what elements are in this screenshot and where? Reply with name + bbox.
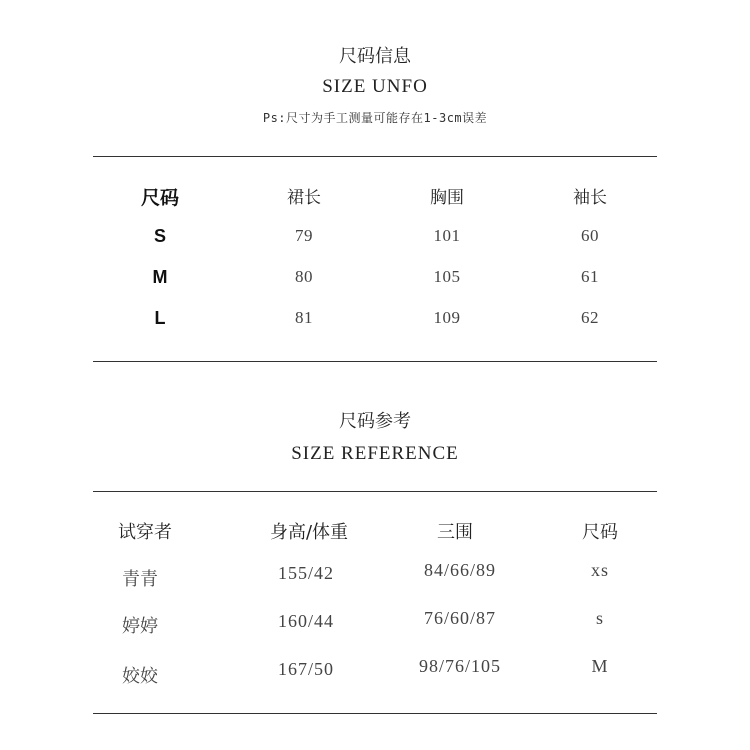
size-reference-title-en: SIZE REFERENCE	[291, 443, 459, 464]
reference-row-height-weight: 155/42	[277, 563, 335, 583]
size-row-bust: 105	[433, 267, 461, 286]
size-row-sleeve: 61	[581, 267, 599, 286]
size-info-header-size: 尺码	[140, 187, 180, 209]
size-reference-top-divider	[93, 491, 657, 492]
reference-row-measurements: 84/66/89	[423, 560, 497, 580]
reference-row-name: 姣姣	[122, 666, 158, 687]
reference-row-height-weight: 160/44	[277, 611, 335, 631]
size-row-bust: 101	[433, 226, 461, 245]
reference-row-measurements: 98/76/105	[418, 656, 502, 676]
size-info-top-divider	[93, 156, 657, 157]
reference-header-measurements: 三围	[437, 522, 473, 543]
reference-row-size: xs	[590, 560, 610, 580]
size-row-sleeve: 60	[581, 226, 599, 245]
reference-row-name: 婷婷	[122, 616, 158, 637]
reference-row-size: s	[595, 608, 605, 628]
size-info-header-length: 裙长	[287, 188, 321, 208]
reference-row-measurements: 76/60/87	[423, 608, 497, 628]
size-row-bust: 109	[433, 308, 461, 327]
size-row-label: M	[152, 267, 168, 287]
size-row-label: S	[153, 226, 167, 246]
size-row-label: L	[154, 308, 166, 328]
reference-header-size: 尺码	[582, 522, 618, 543]
size-reference-bottom-divider	[93, 713, 657, 714]
reference-row-size: M	[591, 656, 609, 676]
size-info-header-sleeve: 袖长	[573, 188, 607, 208]
measurement-note: Ps:尺寸为手工测量可能存在1-3cm误差	[262, 111, 488, 125]
size-row-length: 81	[295, 308, 313, 327]
size-info-title-cn: 尺码信息	[339, 46, 411, 67]
size-info-bottom-divider	[93, 361, 657, 362]
reference-header-model: 试穿者	[118, 522, 172, 543]
size-row-length: 80	[295, 267, 313, 286]
size-row-length: 79	[295, 226, 313, 245]
size-reference-title-cn: 尺码参考	[339, 411, 411, 432]
size-info-header-bust: 胸围	[430, 188, 464, 208]
reference-row-height-weight: 167/50	[277, 659, 335, 679]
size-row-sleeve: 62	[581, 308, 599, 327]
size-info-title-en: SIZE UNFO	[322, 76, 428, 97]
reference-header-height-weight: 身高/体重	[269, 522, 349, 543]
reference-row-name: 青青	[122, 569, 158, 590]
